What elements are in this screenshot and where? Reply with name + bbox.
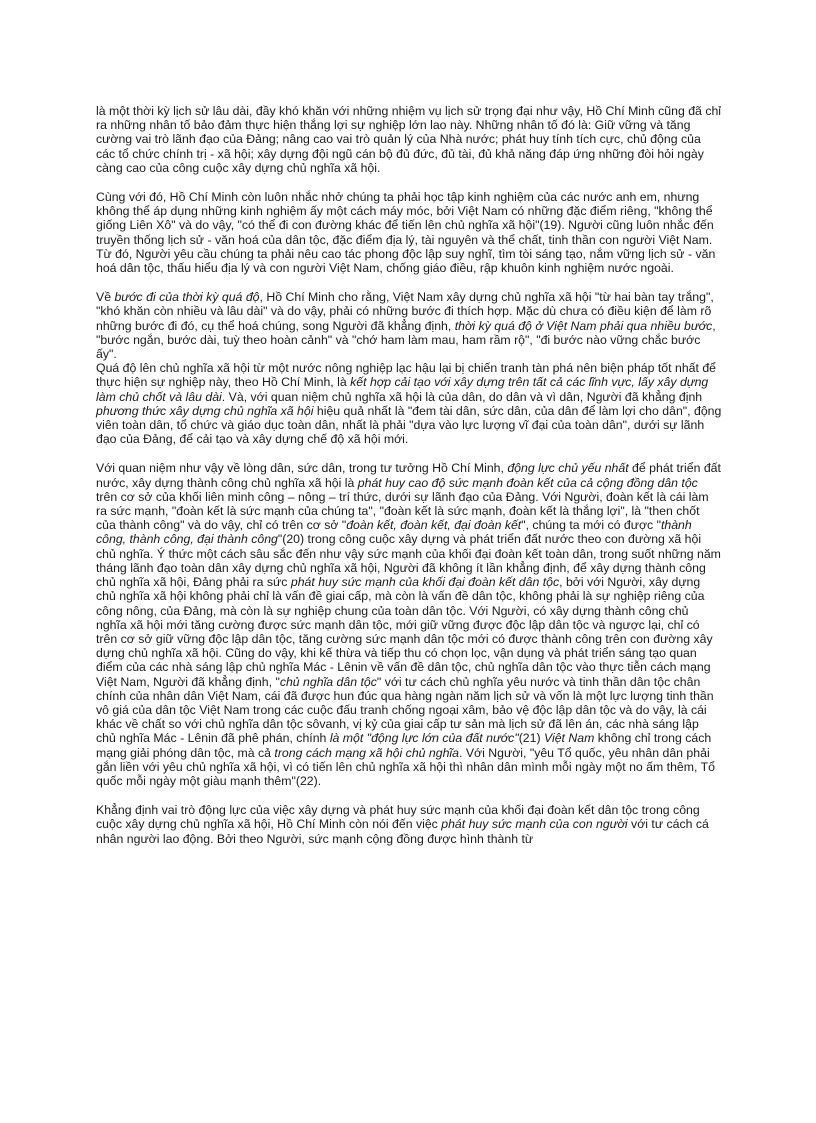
- text-run-italic: động lực chủ yếu nhất: [507, 461, 629, 476]
- paragraph: [96, 803, 722, 846]
- text-run-italic: phương thức xây dựng chủ nghĩa xã hội: [96, 403, 314, 418]
- text-run-italic: kết hợp cải tạo với xây dựng trên tất cả các lĩnh vực, lấy xây dựng làm chủ chốt và lâu dài: [96, 375, 709, 404]
- text-run-italic: phát huy cao độ sức mạnh đoàn kết của cả cộng đồng dân tộc: [357, 475, 698, 490]
- text-run: Về: [96, 290, 115, 305]
- text-run-italic: phát huy sức mạnh của khối đại đoàn kết dân tộc: [290, 575, 560, 590]
- text-run: . Với Người, "yêu Tổ quốc, yêu nhân dân phải gắn liền với yêu chủ nghĩa xã hội, vì có tiến lên chủ nghĩa xã hội thì nhân dân mình mỗi ngày một no ấm thêm, Tổ quốc mỗi ngày một giàu mạnh thêm"(22).: [96, 745, 715, 788]
- text-run: không chỉ trong cách mạng giải phóng dân tộc, mà cả: [96, 731, 712, 760]
- text-run: , bởi với Người, xây dựng chủ nghĩa xã hội không phải chỉ là vấn đề giai cấp, mà còn là vấn đề dân tộc, không phải là sự nghiệp riêng của công nông, của Đảng, mà còn là sự nghiệp chung của toàn dân tộc. Với Người, có xây dựng thành công chủ nghĩa xã hội mới tăng cường được sức mạnh dân tộc, mới giữ vững được độc lập dân tộc và ngược lại, chỉ có trên cơ sở giữ vững độc lập dân tộc, tăng cường sức mạnh dân tộc mới có được thành công trên con đường xây dựng chủ nghĩa xã hội. Cũng do vậy, khi kế thừa và tiếp thu có chọn lọc, vận dụng và phát triển sáng tạo quan điểm của các nhà sáng lập chủ nghĩa Mác - Lênin về vấn đề dân tộc, chủ nghĩa dân tộc vào thực tiễn cách mạng Việt Nam, Người đã khẳng định, ": [96, 575, 713, 689]
- text-run-italic: trong cách mạng xã hội chủ nghĩa: [274, 745, 459, 760]
- document-page: [96, 104, 722, 861]
- text-run: " với tư cách chủ nghĩa yêu nước và tinh thần dân tộc chân chính của nhân dân Việt Nam, cái đã được hun đúc qua hàng ngàn năm lịch sử và vốn là một lực lượng tinh thần vô giá của dân tộc Việt Nam trong các cuộc đấu tranh chống ngoại xâm, bảo vệ độc lập dân tộc và do vậy, là cái khác về chất so với chủ nghĩa dân tộc sôvanh, vị kỷ của giai cấp tư sản mà lịch sử đã lên án, các nhà sáng lập chủ nghĩa Mác - Lênin đã phê phán, chính: [96, 674, 714, 746]
- text-run-italic: đoàn kết, đoàn kết, đại đoàn kết: [346, 518, 522, 533]
- text-run: trên cơ sở của khối liên minh công – nông – trí thức, dưới sự lãnh đạo của Đảng. Với Người, đoàn kết là cái làm ra sức mạnh, "đoàn kết là sức mạnh của chúng ta", "đoàn kết là sức mạnh, đoàn kết là thắng lợi", là "then chốt của thành công" và do vậy, chỉ có trên cơ sở ": [96, 489, 709, 533]
- paragraph: [96, 361, 722, 446]
- text-run: , "bước ngắn, bước dài, tuỳ theo hoàn cảnh" và "chớ ham làm mau, ham rầm rộ", "đi bước nào vững chắc bước ấy".: [96, 318, 716, 362]
- text-run: (21): [518, 731, 544, 746]
- text-run: là một thời kỳ lịch sử lâu dài, đầy khó khăn với những nhiệm vụ lịch sử trọng đại như vậy, Hồ Chí Minh cũng đã chỉ ra những nhân tố bảo đảm thực hiện thắng lợi sự nghiệp lớn lao này. Những nhân tố đó là: Giữ vững và tăng cường vai trò lãnh đạo của Đảng; nâng cao vai trò quản lý của Nhà nước; phát huy tính tích cực, chủ động của các tổ chức chính trị - xã hội; xây dựng đội ngũ cán bộ đủ đức, đủ tài, đủ khả năng đáp ứng những đòi hỏi ngày càng cao của công cuộc xây dựng chủ nghĩa xã hội.: [96, 104, 722, 175]
- paragraph: [96, 190, 722, 275]
- paragraph: [96, 290, 722, 361]
- text-run-italic: thời kỳ quá độ ở Việt Nam phải qua nhiều bước: [454, 318, 713, 333]
- text-run: hiệu quả nhất là "đem tài dân, sức dân, của dân để làm lợi cho dân", động viên toàn dân, tổ chức và giáo dục toàn dân, nhất là phải "dựa vào lực lượng vĩ đại của toàn dân", dưới sự lãnh đạo của Đảng, để cải tạo và xây dựng chế độ xã hội mới.: [96, 403, 722, 447]
- text-run: Với quan niệm như vậy về lòng dân, sức dân, trong tư tưởng Hồ Chí Minh,: [96, 461, 508, 476]
- text-run: . Và, với quan niệm chủ nghĩa xã hội là của dân, do dân và vì dân, Người đã khẳng định: [221, 389, 703, 404]
- text-run: với tư cách cá nhân người lao động. Bởi theo Người, sức mạnh cộng đồng được hình thành từ: [96, 817, 709, 846]
- text-run-italic: thành công, thành công, đại thành công: [96, 518, 692, 547]
- text-run-italic: phát huy sức mạnh của con người: [441, 817, 628, 832]
- text-run: Quá độ lên chủ nghĩa xã hội từ một nước nông nghiệp lạc hậu lại bị chiến tranh tàn phá nên biện pháp tốt nhất để thực hiện sự nghiệp này, theo Hồ Chí Minh, là: [96, 361, 717, 390]
- text-run-italic: bước đi của thời kỳ quá độ: [114, 290, 260, 305]
- paragraph: [96, 461, 722, 788]
- text-run-italic: là một "động lực lớn của đất nước": [329, 731, 519, 746]
- text-run-italic: Việt Nam: [544, 731, 595, 746]
- paragraph: [96, 104, 722, 175]
- text-run: "(20) trong công cuộc xây dựng và phát triển đất nước theo con đường xã hội chủ nghĩa. Ý thức một cách sâu sắc đến như vậy sức mạnh của khối đại đoàn kết toàn dân, trong suốt những năm tháng lãnh đạo toàn dân xây dựng chủ nghĩa xã hội, Người đã không ít lần khẳng định, để xây dựng thành công chủ nghĩa xã hội, Đảng phải ra sức: [96, 532, 721, 590]
- text-run: Khẳng định vai trò động lực của việc xây dựng và phát huy sức mạnh của khối đại đoàn kết dân tộc trong công cuộc xây dựng chủ nghĩa xã hội, Hồ Chí Minh còn nói đến việc: [96, 803, 700, 832]
- text-run-italic: chủ nghĩa dân tộc: [279, 674, 377, 689]
- text-run: , Hồ Chí Minh cho rằng, Việt Nam xây dựng chủ nghĩa xã hội "từ hai bàn tay trắng", "khó khăn còn nhiều và lâu dài" và do vậy, phải có những bước đi thích hợp. Mặc dù chưa có điều kiện để làm rõ những bước đi đó, cụ thể hoá chúng, song Người đã khẳng định,: [96, 290, 714, 333]
- text-run: ", chúng ta mới có được ": [521, 518, 661, 533]
- text-run: để phát triển đất nước, xây dựng thành công chủ nghĩa xã hội là: [96, 461, 721, 490]
- text-run: Cùng với đó, Hồ Chí Minh còn luôn nhắc nhở chúng ta phải học tập kinh nghiệm của các nước anh em, nhưng không thể áp dụng những kinh nghiệm ấy một cách máy móc, bởi Việt Nam có những đặc điểm riêng, "không thể giống Liên Xô" và do vậy, "có thể đi con đường khác để tiến lên chủ nghĩa xã hội"(19). Người cũng luôn nhắc đến truyền thống lịch sử - văn hoá của dân tộc, đặc điểm địa lý, tài nguyên và thể chất, tinh thần con người Việt Nam. Từ đó, Người yêu cầu chúng ta phải nêu cao tác phong độc lập suy nghĩ, tìm tòi sáng tạo, nắm vững lịch sử - văn hoá dân tộc, thấu hiểu địa lý và con người Việt Nam, chống giáo điều, rập khuôn kinh nghiệm nước ngoài.: [96, 190, 716, 276]
